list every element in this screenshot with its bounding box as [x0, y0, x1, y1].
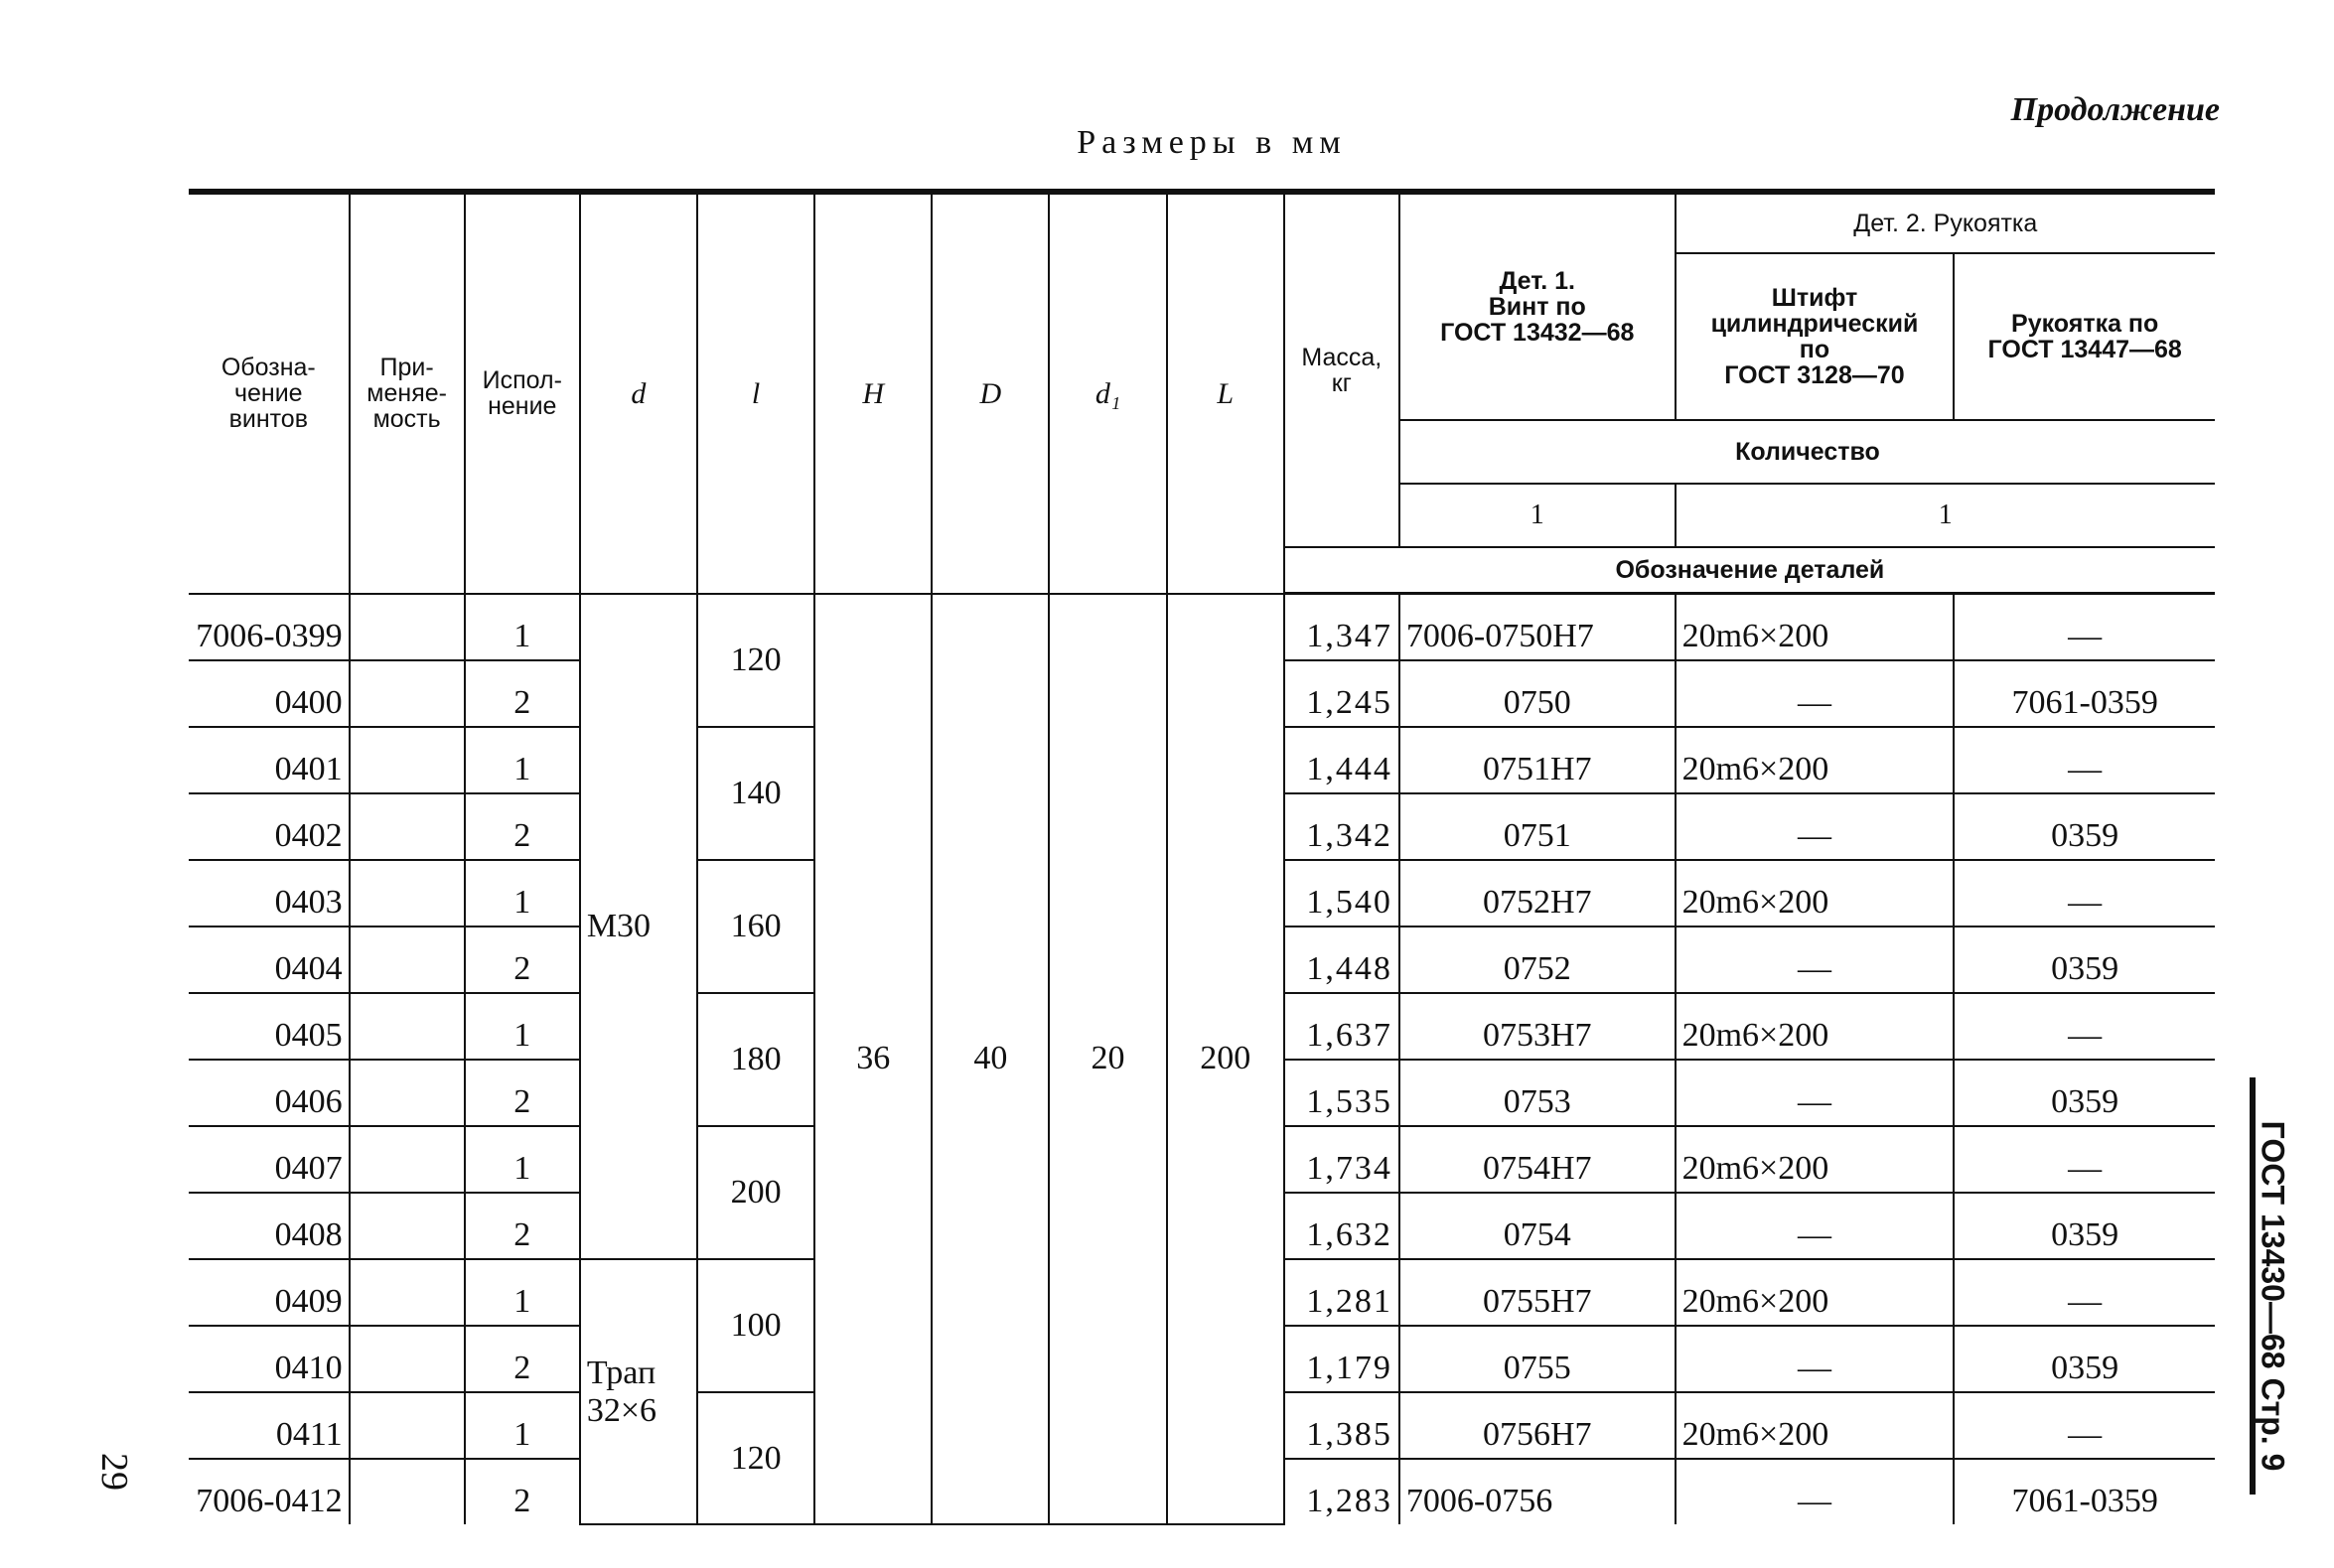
pin-designation: 20m6×200	[1676, 727, 1955, 793]
header-version: Испол- нение	[465, 192, 580, 594]
applicability-cell	[350, 993, 465, 1060]
dash: —	[1797, 1483, 1831, 1519]
mass-cell: 1,632	[1284, 1193, 1399, 1259]
dim-D: 40	[932, 594, 1049, 1525]
handle-designation	[1954, 860, 2215, 927]
det1-designation: 0754Н7	[1399, 1126, 1676, 1193]
dash: —	[1797, 1216, 1831, 1253]
pin-designation: 20m6×200	[1676, 1392, 1955, 1459]
screw-designation: 0411	[189, 1392, 350, 1459]
length-l: 160	[697, 860, 814, 993]
continuation-label: Продолжение	[2010, 91, 2220, 128]
applicability-cell	[350, 660, 465, 727]
handle-designation: 0359	[1954, 1193, 2215, 1259]
screw-designation: 7006-0412	[196, 1483, 343, 1519]
thread-m30	[580, 594, 697, 1260]
det1-designation: 0751Н7	[1399, 727, 1676, 793]
length-l: 140	[697, 727, 814, 860]
handle-designation: 7061-0359	[1954, 1459, 2215, 1524]
spec-table	[189, 189, 2215, 1525]
det1-designation: 0752Н7	[1399, 860, 1676, 927]
applicability-cell	[350, 860, 465, 927]
mass-cell: 1,385	[1284, 1392, 1399, 1459]
pin-designation: 20m6×200	[1676, 1126, 1955, 1193]
header-L: L	[1167, 192, 1284, 594]
header-designation: Обозна- чение винтов	[189, 192, 350, 594]
pin-designation	[1676, 793, 1955, 860]
dash: —	[2068, 1017, 2103, 1054]
screw-designation: 0410	[189, 1326, 350, 1392]
mass-cell: 1,342	[1284, 793, 1399, 860]
version-cell: 2	[465, 1060, 580, 1126]
header-d1: d₁	[1049, 192, 1166, 594]
screw-designation: 0405	[189, 993, 350, 1060]
applicability-cell	[350, 1392, 465, 1459]
handle-designation: 0359	[1954, 927, 2215, 993]
mass-cell: 1,535	[1284, 1060, 1399, 1126]
spec-table-body	[189, 594, 2215, 1525]
screw-designation: 0408	[189, 1193, 350, 1259]
det1-designation: 0751	[1399, 793, 1676, 860]
det1-designation: 0753Н7	[1399, 993, 1676, 1060]
handle-designation	[1954, 1392, 2215, 1459]
applicability-cell	[350, 793, 465, 860]
det1-designation: 0756Н7	[1399, 1392, 1676, 1459]
side-label	[2245, 1068, 2300, 1524]
version-cell: 1	[465, 1392, 580, 1459]
version-cell: 2	[465, 1193, 580, 1259]
header-parts-designation: Обозначение деталей	[1284, 547, 2215, 594]
pin-designation	[1676, 1459, 1955, 1524]
version-cell: 2	[465, 1326, 580, 1392]
mass-cell: 1,179	[1284, 1326, 1399, 1392]
applicability-cell	[350, 1126, 465, 1193]
dim-L: 200	[1167, 594, 1284, 1525]
screw-designation: 0404	[189, 927, 350, 993]
applicability-cell	[350, 1459, 465, 1524]
side-label-text: ГОСТ 13430—68 Стр. 9	[2255, 1120, 2291, 1472]
pin-designation: 20m6×200	[1676, 860, 1955, 927]
handle-designation: 0359	[1954, 793, 2215, 860]
mass-cell: 1,540	[1284, 860, 1399, 927]
length-l: 200	[697, 1126, 814, 1259]
screw-designation: 0400	[189, 660, 350, 727]
thread-trap	[580, 1259, 697, 1524]
header-applicability: При- меняе- мость	[350, 192, 465, 594]
page-number-left: 29	[93, 1453, 135, 1491]
handle-designation	[1954, 727, 2215, 793]
dash: —	[2068, 1416, 2103, 1453]
det1-designation: 7006-0756	[1399, 1459, 1676, 1524]
mass-cell: 1,347	[1284, 594, 1399, 661]
version-cell: 2	[465, 660, 580, 727]
header-quantity: Количество	[1399, 420, 2215, 484]
pin-designation: 20m6×200	[1676, 594, 1955, 661]
pin-designation	[1676, 660, 1955, 727]
header-qty-det2: 1	[1676, 484, 2215, 547]
det1-designation: 0750	[1399, 660, 1676, 727]
pin-designation: 20m6×200	[1676, 1259, 1955, 1326]
det1-designation: 0753	[1399, 1060, 1676, 1126]
handle-designation	[1954, 594, 2215, 661]
pin-designation	[1676, 1060, 1955, 1126]
handle-designation	[1954, 1259, 2215, 1326]
length-l: 180	[697, 993, 814, 1126]
handle-designation	[1954, 1126, 2215, 1193]
dash: —	[1797, 950, 1831, 987]
version-cell: 1	[465, 1126, 580, 1193]
dash: —	[2068, 618, 2103, 654]
pin-designation	[1676, 1326, 1955, 1392]
applicability-cell	[350, 727, 465, 793]
mass-cell: 1,637	[1284, 993, 1399, 1060]
header-mass: Масса, кг	[1284, 192, 1399, 547]
pin-designation	[1676, 1193, 1955, 1259]
det1-designation: 7006-0750Н7	[1399, 594, 1676, 661]
pin-designation	[1676, 927, 1955, 993]
length-l: 120	[697, 1392, 814, 1524]
thread-m30-label: М30	[586, 907, 652, 944]
det1-designation: 0754	[1399, 1193, 1676, 1259]
screw-designation: 0406	[189, 1060, 350, 1126]
dash: —	[2068, 1283, 2103, 1320]
handle-designation	[1954, 993, 2215, 1060]
header-qty-det1: 1	[1399, 484, 1676, 547]
dash: —	[1797, 684, 1831, 721]
length-l: 120	[697, 594, 814, 728]
version-cell: 1	[465, 727, 580, 793]
mass-cell: 1,734	[1284, 1126, 1399, 1193]
header-H: H	[814, 192, 932, 594]
applicability-cell	[350, 1193, 465, 1259]
handle-designation: 0359	[1954, 1060, 2215, 1126]
mass-cell: 1,245	[1284, 660, 1399, 727]
dash: —	[1797, 1083, 1831, 1120]
version-cell: 1	[465, 594, 580, 661]
header-det1: Дет. 1. Винт по ГОСТ 13432—68	[1399, 192, 1676, 420]
sizes-caption: Размеры в мм	[1077, 124, 1347, 161]
screw-designation: 0403	[189, 860, 350, 927]
screw-designation: 0409	[189, 1259, 350, 1326]
applicability-cell	[350, 1326, 465, 1392]
dash: —	[1797, 1350, 1831, 1386]
handle-designation: 7061-0359	[1954, 660, 2215, 727]
dash: —	[2068, 751, 2103, 787]
screw-designation: 7006-0399	[189, 594, 350, 661]
pin-designation: 20m6×200	[1676, 993, 1955, 1060]
length-l: 100	[697, 1259, 814, 1392]
mass-cell: 1,281	[1284, 1259, 1399, 1326]
dash: —	[2068, 884, 2103, 921]
header-pin: Штифт цилиндрический по ГОСТ 3128—70	[1676, 253, 1955, 420]
det1-designation: 0752	[1399, 927, 1676, 993]
mass-cell: 1,448	[1284, 927, 1399, 993]
mass-cell: 1,444	[1284, 727, 1399, 793]
header-det2: Дет. 2. Рукоятка	[1676, 192, 2215, 253]
mass-cell: 1,283	[1284, 1459, 1399, 1524]
screw-designation: 0402	[189, 793, 350, 860]
header-l: l	[697, 192, 814, 594]
dim-d1: 20	[1049, 594, 1166, 1525]
applicability-cell	[350, 594, 465, 661]
dash: —	[1797, 817, 1831, 854]
version-cell: 1	[465, 860, 580, 927]
header-handle: Рукоятка по ГОСТ 13447—68	[1954, 253, 2215, 420]
header-d: d	[580, 192, 697, 594]
version-cell: 2	[465, 927, 580, 993]
det1-designation: 0755Н7	[1399, 1259, 1676, 1326]
handle-designation: 0359	[1954, 1326, 2215, 1392]
version-cell: 1	[465, 993, 580, 1060]
det1-designation: 0755	[1399, 1326, 1676, 1392]
applicability-cell	[350, 1060, 465, 1126]
applicability-cell	[350, 1259, 465, 1326]
header-D: D	[932, 192, 1049, 594]
dash: —	[2068, 1150, 2103, 1187]
thread-trap-label: Трап 32×6	[586, 1354, 657, 1429]
applicability-cell	[350, 927, 465, 993]
screw-designation: 0407	[189, 1126, 350, 1193]
version-cell: 1	[465, 1259, 580, 1326]
table-row	[189, 594, 2215, 661]
screw-designation: 0401	[189, 727, 350, 793]
dim-H: 36	[814, 594, 932, 1525]
version-cell: 2	[465, 1459, 580, 1524]
version-cell: 2	[465, 793, 580, 860]
